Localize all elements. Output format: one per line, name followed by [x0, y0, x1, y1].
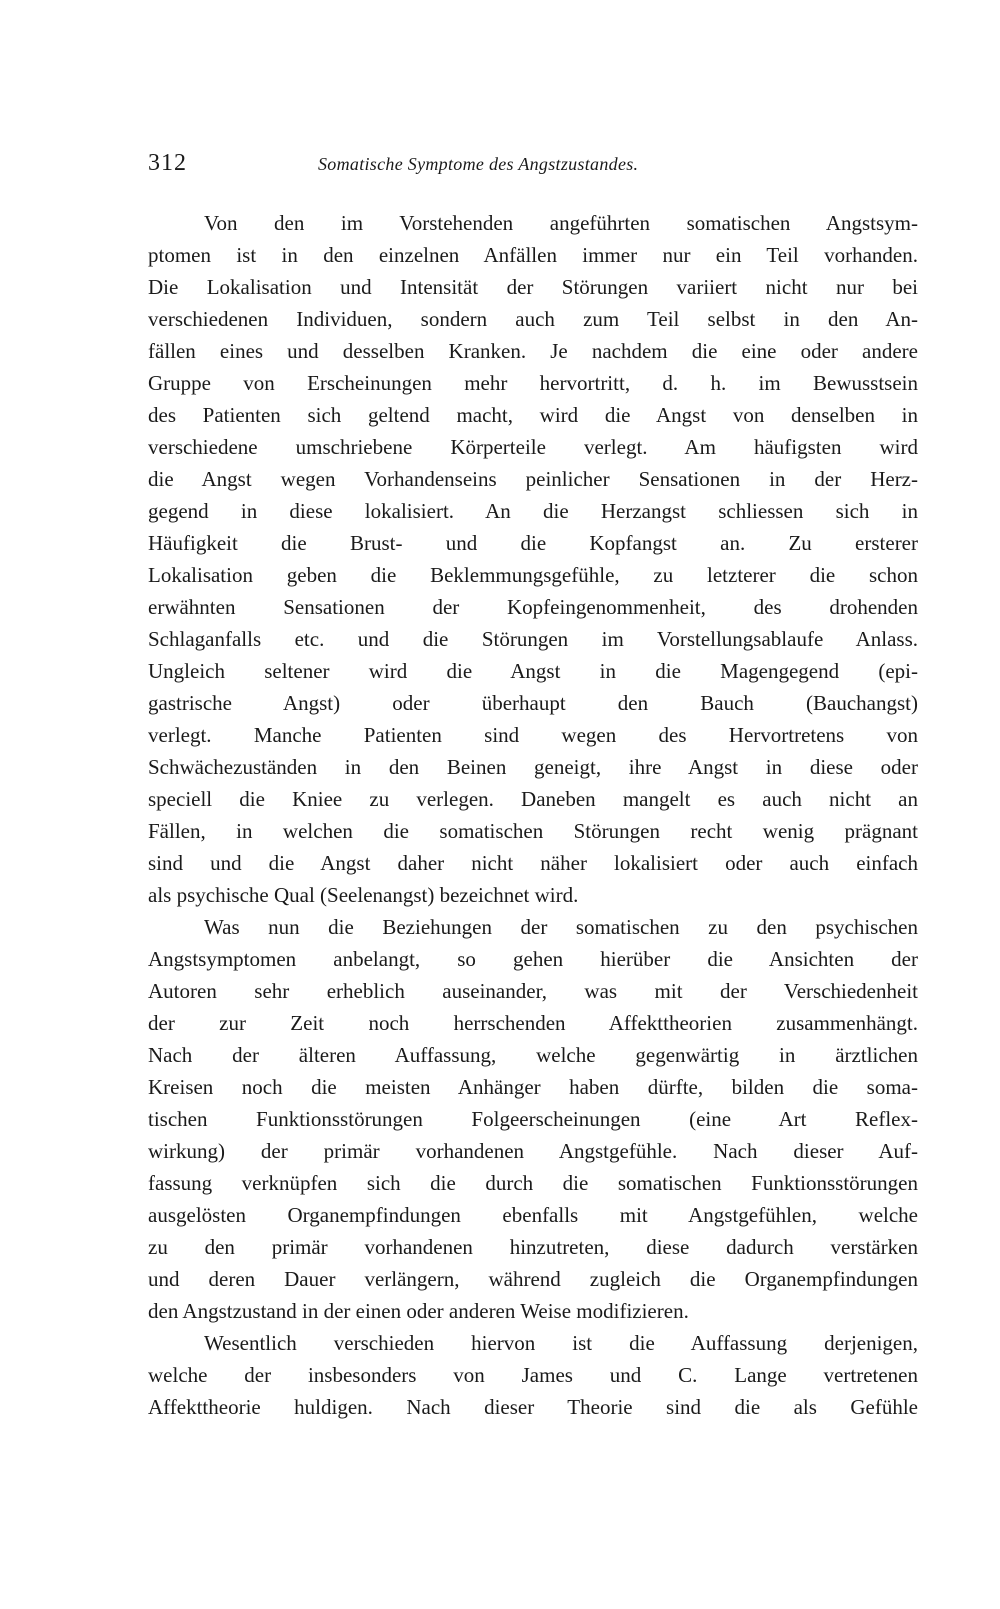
text-line: Häufigkeit die Brust- und die Kopfangst an. Zu ersterer — [148, 531, 918, 555]
text-line: Ungleich seltener wird die Angst in die Magengegend (epi- — [148, 659, 918, 683]
text-line: welche der insbesonders von James und C. Lange vertretenen — [148, 1363, 918, 1387]
text-line: fassung verknüpfen sich die durch die somatischen Funktionsstörungen — [148, 1171, 918, 1195]
text-line: Angstsymptomen anbelangt, so gehen hierüber die Ansichten der — [148, 947, 918, 971]
text-line: Nach der älteren Auffassung, welche gegenwärtig in ärztlichen — [148, 1043, 918, 1067]
text-line: fällen eines und desselben Kranken. Je nachdem die eine oder andere — [148, 339, 918, 363]
text-line: Autoren sehr erheblich auseinander, was mit der Verschiedenheit — [148, 979, 918, 1003]
body-text — [148, 207, 918, 1423]
page-number: 312 — [148, 150, 187, 176]
text-line: Von den im Vorstehenden angeführten somatischen Angstsym- — [204, 211, 918, 235]
text-line: verlegt. Manche Patienten sind wegen des Hervortretens von — [148, 723, 918, 747]
text-line: und deren Dauer verlängern, während zugleich die Organempfindungen — [148, 1267, 918, 1291]
text-line: verschiedenen Individuen, sondern auch zum Teil selbst in den An- — [148, 307, 918, 331]
text-line: Lokalisation geben die Beklemmungsgefühle, zu letzterer die schon — [148, 563, 918, 587]
text-line: den Angstzustand in der einen oder anderen Weise modifizieren. — [148, 1299, 689, 1323]
text-line: Was nun die Beziehungen der somatischen zu den psychischen — [204, 915, 918, 939]
text-line: als psychische Qual (Seelenangst) bezeichnet wird. — [148, 883, 579, 907]
text-line: Kreisen noch die meisten Anhänger haben dürfte, bilden die soma- — [148, 1075, 918, 1099]
text-line: erwähnten Sensationen der Kopfeingenommenheit, des drohenden — [148, 595, 918, 619]
text-line: tischen Funktionsstörungen Folgeerscheinungen (eine Art Reflex- — [148, 1107, 918, 1131]
text-line: wirkung) der primär vorhandenen Angstgefühle. Nach dieser Auf- — [148, 1139, 918, 1163]
text-line: Affekttheorie huldigen. Nach dieser Theorie sind die als Gefühle — [148, 1395, 918, 1419]
text-line: Wesentlich verschieden hiervon ist die Auffassung derjenigen, — [204, 1331, 918, 1355]
text-line: verschiedene umschriebene Körperteile verlegt. Am häufigsten wird — [148, 435, 918, 459]
text-line: speciell die Kniee zu verlegen. Daneben mangelt es auch nicht an — [148, 787, 918, 811]
text-line: sind und die Angst daher nicht näher lokalisiert oder auch einfach — [148, 851, 918, 875]
running-head: Somatische Symptome des Angstzustandes. — [318, 154, 639, 174]
text-line: Gruppe von Erscheinungen mehr hervortritt, d. h. im Bewusstsein — [148, 371, 918, 395]
text-line: die Angst wegen Vorhandenseins peinlicher Sensationen in der Herz- — [148, 467, 918, 491]
text-line: gastrische Angst) oder überhaupt den Bauch (Bauchangst) — [148, 691, 918, 715]
text-line: des Patienten sich geltend macht, wird die Angst von denselben in — [148, 403, 918, 427]
text-line: Schlaganfalls etc. und die Störungen im Vorstellungsablaufe Anlass. — [148, 627, 918, 651]
paragraph-1 — [148, 207, 918, 911]
paragraph-3 — [148, 1327, 918, 1423]
text-line: Fällen, in welchen die somatischen Störungen recht wenig prägnant — [148, 819, 918, 843]
text-line: ptomen ist in den einzelnen Anfällen immer nur ein Teil vorhanden. — [148, 243, 918, 267]
text-line: der zur Zeit noch herrschenden Affekttheorien zusammenhängt. — [148, 1011, 918, 1035]
text-line: Schwächezuständen in den Beinen geneigt, ihre Angst in diese oder — [148, 755, 918, 779]
text-line: Die Lokalisation und Intensität der Störungen variiert nicht nur bei — [148, 275, 918, 299]
text-line: zu den primär vorhandenen hinzutreten, diese dadurch verstärken — [148, 1235, 918, 1259]
text-line: ausgelösten Organempfindungen ebenfalls mit Angstgefühlen, welche — [148, 1203, 918, 1227]
text-line: gegend in diese lokalisiert. An die Herzangst schliessen sich in — [148, 499, 918, 523]
page-header — [148, 150, 918, 184]
paragraph-2 — [148, 911, 918, 1327]
